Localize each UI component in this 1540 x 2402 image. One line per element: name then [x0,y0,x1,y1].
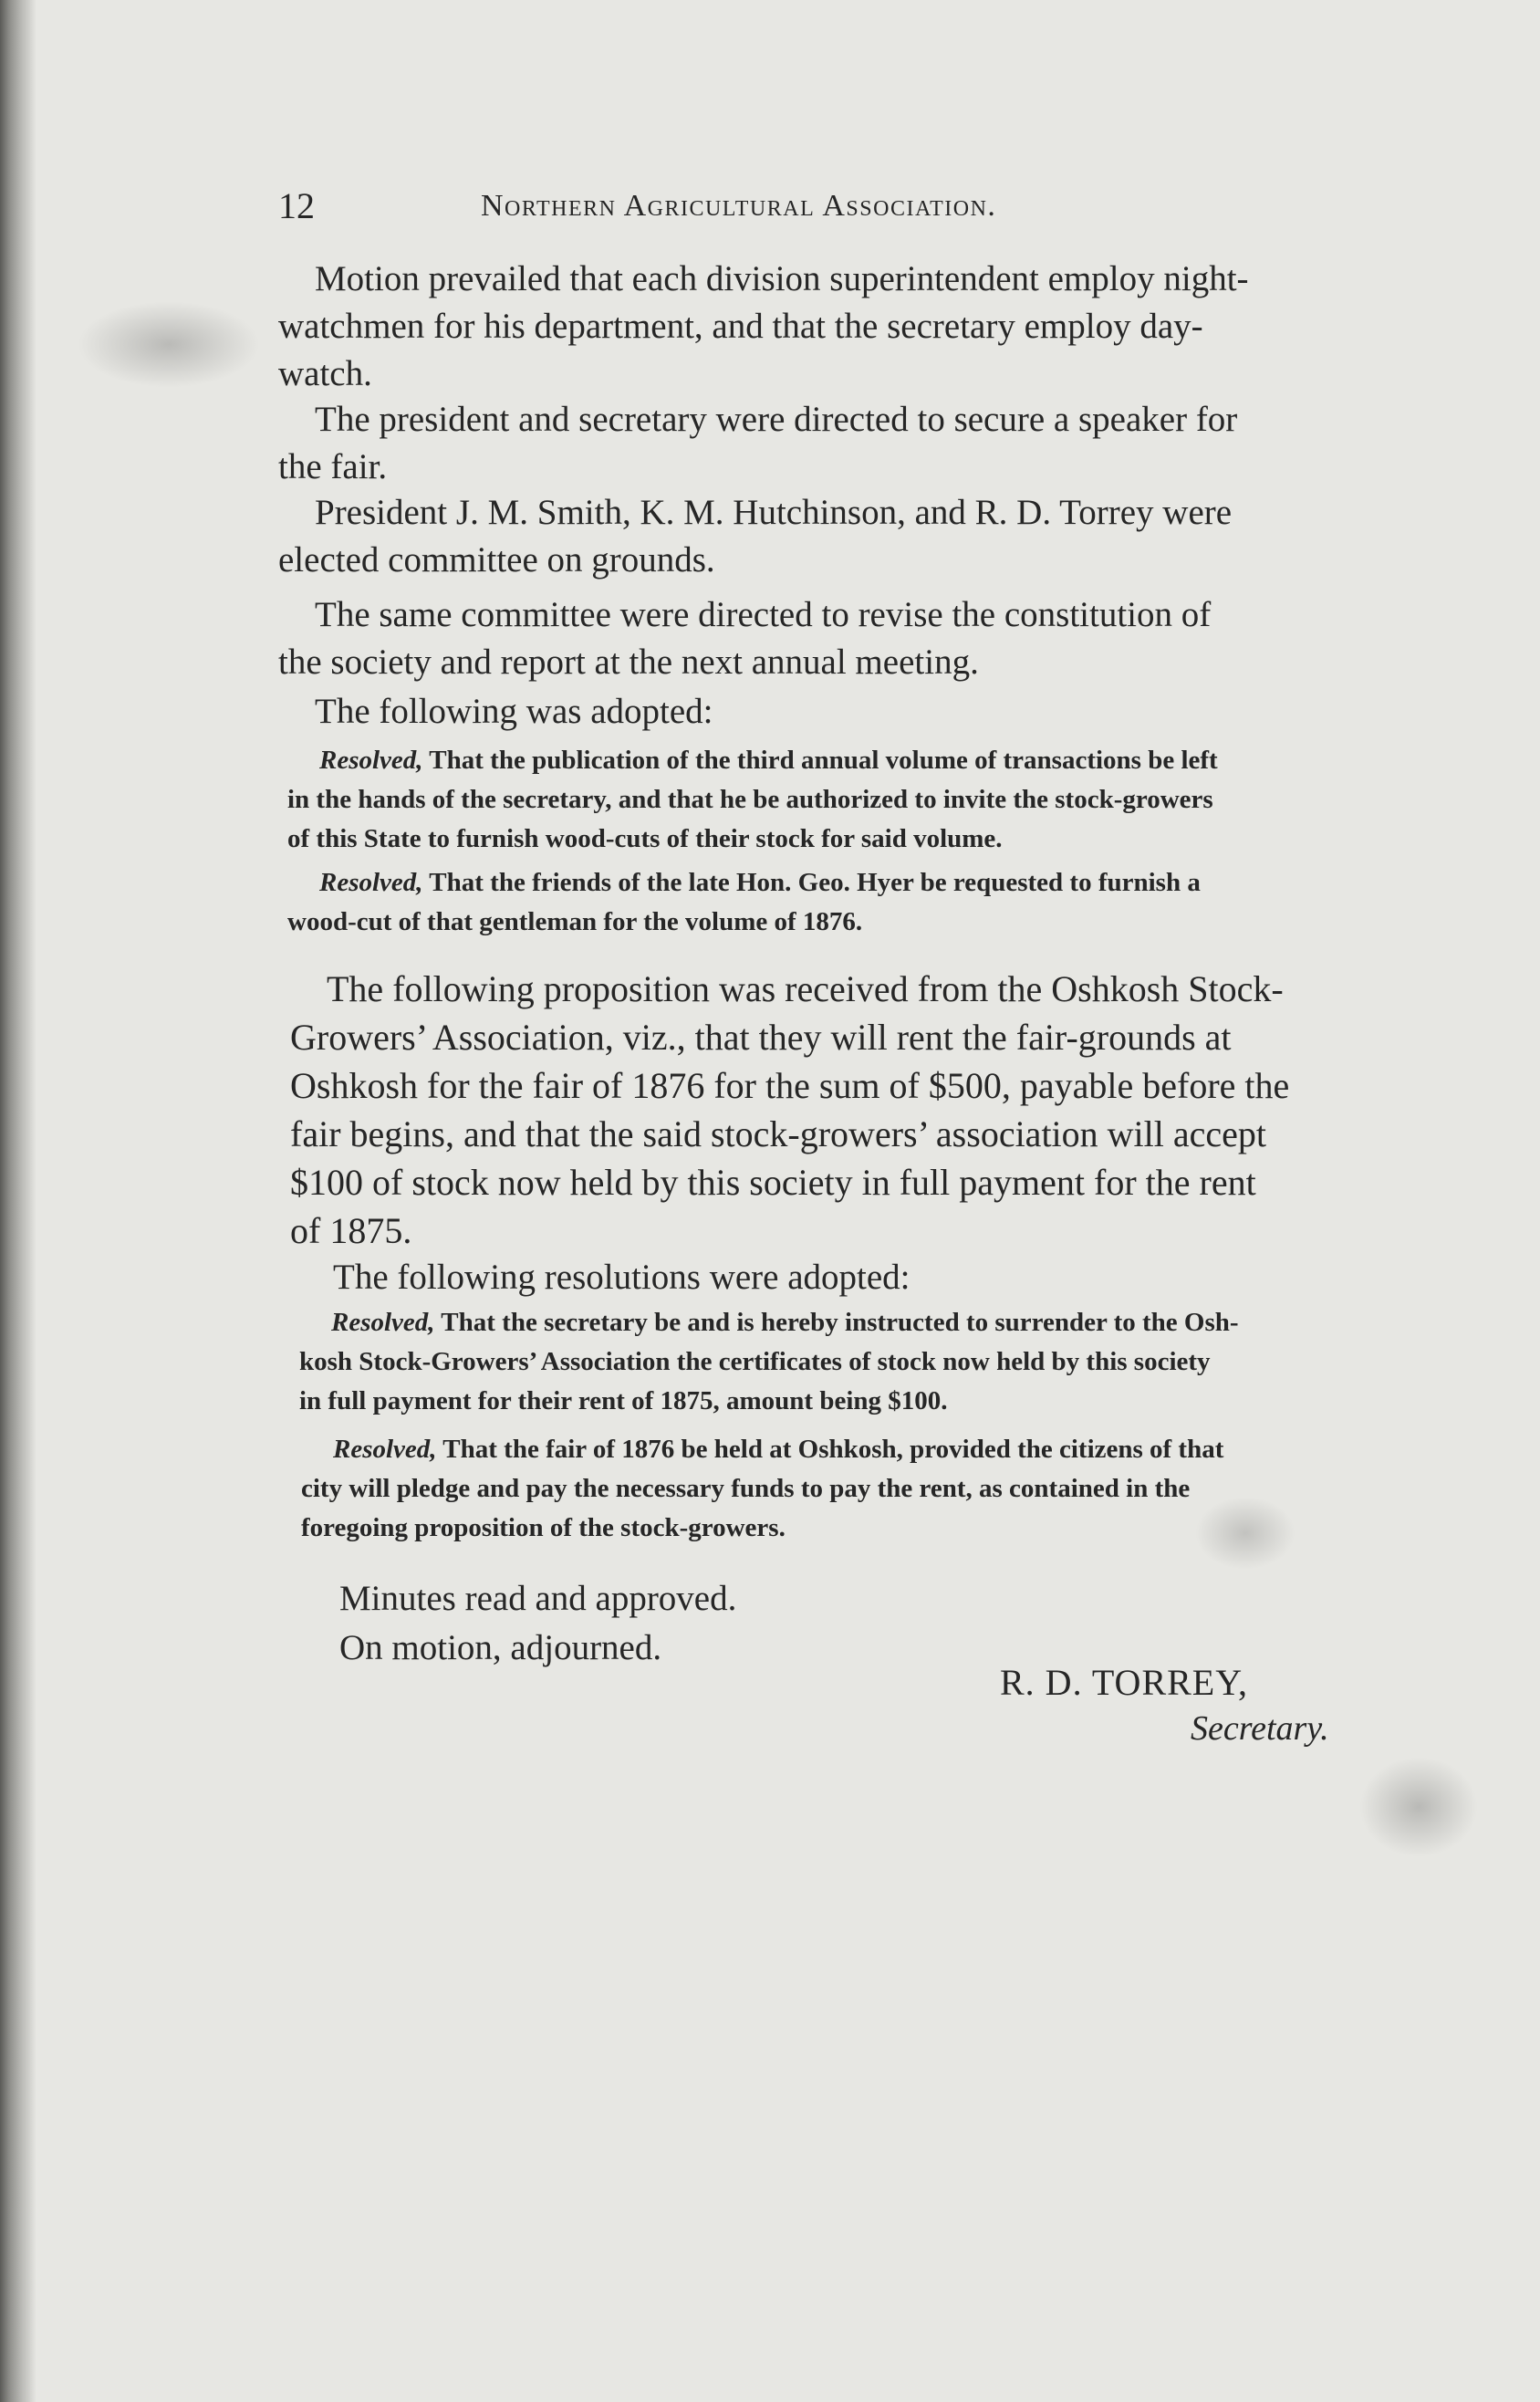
text-line: of this State to furnish wood-cuts of their stock for said volume. [287,824,1003,853]
text-line: wood-cut of that gentleman for the volume of 1876. [287,907,863,936]
signature-name: R. D. TORREY, [1000,1662,1248,1703]
text-line: fair begins, and that the said stock-growers’ association will accept [290,1113,1267,1154]
paragraph-revise-constitution [278,591,1211,686]
paragraph-oshkosh-proposition [290,965,1289,1255]
resolved-label: Resolved, [331,1308,435,1337]
page-binding-edge [0,0,36,2402]
running-title: Northern Agricultural Association. [481,189,997,223]
page-number: 12 [278,185,315,226]
paragraph-committee-on-grounds [278,489,1232,584]
paragraph-speaker [278,396,1237,491]
text-line: foregoing proposition of the stock-growers. [301,1513,786,1542]
resolution-fair-at-oshkosh [301,1430,1223,1548]
signature-title: Secretary. [1191,1709,1329,1748]
resolution-surrender-certificates [299,1303,1239,1421]
text-line: That the secretary be and is hereby instructed to surrender to the Osh- [441,1308,1239,1337]
resolved-label: Resolved, [319,746,423,775]
text-line: $100 of stock now held by this society in full payment for the rent [290,1162,1256,1203]
running-head [278,181,1154,232]
text-line: Oshkosh for the fair of 1876 for the sum of $500, payable before the [290,1065,1290,1106]
paragraph-night-watchmen [278,256,1249,398]
resolution-geo-hyer [287,863,1201,942]
stain-mark [78,301,260,388]
text-line: The same committee were directed to revise the constitution of [315,595,1212,634]
text-line: That the friends of the late Hon. Geo. Hyer be requested to furnish a [429,868,1201,897]
text-line: That the fair of 1876 be held at Oshkosh, provided the citizens of that [442,1435,1224,1464]
paragraph-minutes-approved [303,1575,736,1623]
text-line: President J. M. Smith, K. M. Hutchinson, and R. D. Torrey were [315,493,1233,532]
text-line: in the hands of the secretary, and that he be authorized to invite the stock-growers [287,785,1213,814]
text-line: watchmen for his department, and that the secretary employ day- [278,307,1203,346]
paragraph-adjourned [303,1624,661,1672]
resolution-publication [287,741,1218,859]
text-line: the fair. [278,447,388,486]
text-line: The following was adopted: [315,692,713,731]
text-line: That the publication of the third annual volume of transactions be left [429,746,1218,775]
text-line: of 1875. [290,1210,412,1251]
text-line: the society and report at the next annual meeting. [278,642,979,682]
text-line: kosh Stock-Growers’ Association the certificates of stock now held by this society [299,1347,1211,1376]
text-line: On motion, adjourned. [339,1628,662,1667]
text-line: elected committee on grounds. [278,540,715,580]
text-line: The following resolutions were adopted: [333,1258,910,1297]
resolved-label: Resolved, [319,868,423,897]
paragraph-resolutions-adopted [297,1254,910,1301]
stain-mark [1359,1757,1478,1857]
text-line: watch. [278,354,372,393]
text-line: in full payment for their rent of 1875, amount being $100. [299,1386,948,1415]
text-line: Minutes read and approved. [339,1579,737,1618]
text-line: The following proposition was received from the Oshkosh Stock- [327,968,1284,1009]
paragraph-following-adopted [278,688,713,736]
text-line: city will pledge and pay the necessary funds to pay the rent, as contained in the [301,1474,1191,1503]
resolved-label: Resolved, [333,1435,437,1464]
text-line: Motion prevailed that each division superintendent employ night- [315,259,1249,298]
text-line: Growers’ Association, viz., that they will rent the fair-grounds at [290,1017,1232,1058]
text-line: The president and secretary were directed to secure a speaker for [315,400,1238,439]
